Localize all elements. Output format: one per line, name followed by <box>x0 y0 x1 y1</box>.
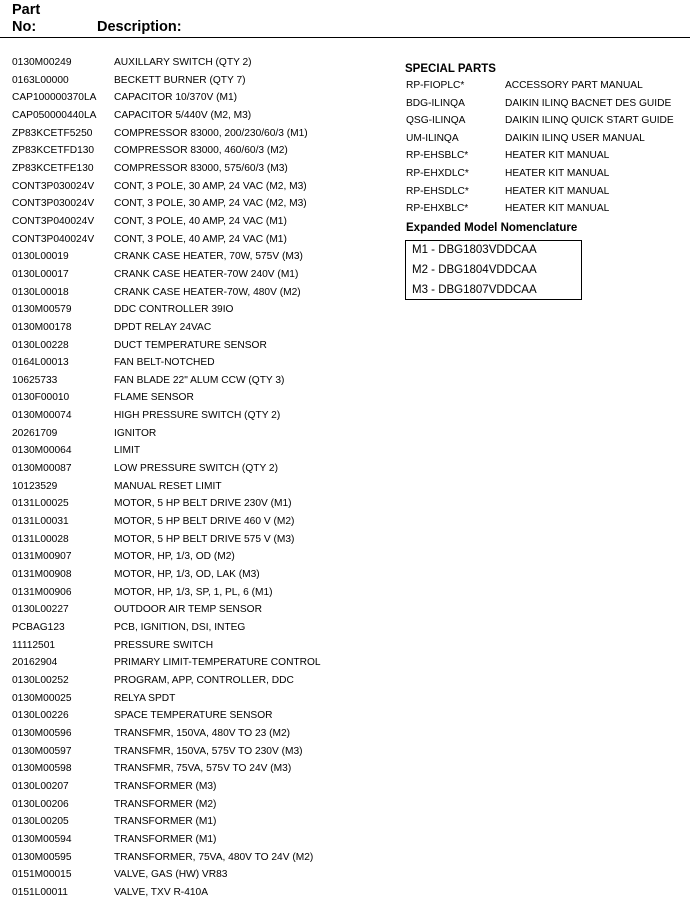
part-description: MOTOR, HP, 1/3, SP, 1, PL, 6 (M1) <box>114 586 273 598</box>
part-description: FAN BLADE 22" ALUM CCW (QTY 3) <box>114 374 285 386</box>
part-number: ZP83KCETFE130 <box>12 162 94 174</box>
table-row <box>0 213 400 231</box>
part-number: 0164L00013 <box>12 357 69 369</box>
part-number: 0130M00074 <box>12 410 72 422</box>
part-description: DUCT TEMPERATURE SENSOR <box>114 339 267 351</box>
part-description: TRANSFORMER (M1) <box>114 833 217 845</box>
parts-list <box>0 54 400 902</box>
part-label: Part <box>12 2 41 18</box>
table-row <box>0 284 400 302</box>
part-description: PCB, IGNITION, DSI, INTEG <box>114 622 246 633</box>
table-row <box>0 266 400 284</box>
table-row <box>0 125 400 143</box>
table-row <box>0 142 400 160</box>
header-divider <box>0 37 690 38</box>
part-number: 0130L00227 <box>12 604 69 616</box>
table-row <box>0 231 400 249</box>
part-description: HEATER KIT MANUAL <box>505 203 610 215</box>
part-number: 0130M00595 <box>12 851 72 863</box>
table-row <box>0 690 400 708</box>
part-description: MOTOR, HP, 1/3, OD (M2) <box>114 551 235 563</box>
part-description: HEATER KIT MANUAL <box>505 167 610 179</box>
part-number: 0130M00087 <box>12 463 72 475</box>
part-number: 0131M00908 <box>12 569 72 581</box>
table-row <box>0 195 400 213</box>
table-row <box>0 478 400 496</box>
part-description: CAPACITOR 5/440V (M2, M3) <box>114 109 252 121</box>
table-row <box>0 884 400 902</box>
table-row <box>0 337 400 355</box>
part-number: ZP83KCETFD130 <box>12 145 95 157</box>
part-number: RP-EHSBLC* <box>406 150 469 162</box>
table-row <box>0 743 400 761</box>
table-row <box>0 796 400 814</box>
part-number: 11112501 <box>12 639 56 651</box>
part-number: 0131M00906 <box>12 586 72 598</box>
part-number: 0130L00228 <box>12 339 69 351</box>
part-number: 10123529 <box>12 480 58 492</box>
table-row <box>0 107 400 125</box>
table-row <box>0 866 400 884</box>
part-description: TRANSFORMER (M1) <box>114 816 217 828</box>
part-description: OUTDOOR AIR TEMP SENSOR <box>114 604 262 616</box>
part-number: QSG-ILINQA <box>406 115 466 127</box>
part-number: UM-ILINQA <box>406 132 459 144</box>
part-description: DAIKIN ILINQ BACNET DES GUIDE <box>505 97 672 109</box>
part-description: TRANSFORMER (M2) <box>114 798 217 810</box>
part-description: HEATER KIT MANUAL <box>505 150 610 162</box>
table-row <box>405 183 690 201</box>
part-description: CONT, 3 POLE, 30 AMP, 24 VAC (M2, M3) <box>114 180 307 192</box>
model-m1: M1 - DBG1803VDDCAA <box>412 244 537 256</box>
part-description: LOW PRESSURE SWITCH (QTY 2) <box>114 463 278 475</box>
part-description: DAIKIN ILINQ USER MANUAL <box>505 132 645 144</box>
part-description: PRIMARY LIMIT-TEMPERATURE CONTROL <box>114 657 321 669</box>
table-row <box>0 548 400 566</box>
part-number: CONT3P030024V <box>12 180 95 192</box>
part-number: 20162904 <box>12 657 58 669</box>
part-description: IGNITOR <box>114 427 157 439</box>
table-row <box>405 77 690 95</box>
part-number: 0130L00019 <box>12 251 69 263</box>
part-description: COMPRESSOR 83000, 575/60/3 (M3) <box>114 162 288 174</box>
part-number: CONT3P040024V <box>12 233 95 245</box>
table-row <box>405 112 690 130</box>
table-row <box>405 147 690 165</box>
table-row <box>0 319 400 337</box>
special-parts-title: SPECIAL PARTS <box>405 63 496 75</box>
part-description: TRANSFORMER, 75VA, 480V TO 24V (M2) <box>114 851 314 863</box>
part-description: CRANK CASE HEATER, 70W, 575V (M3) <box>114 251 303 263</box>
table-row <box>0 178 400 196</box>
table-row <box>0 831 400 849</box>
part-description: VALVE, GAS (HW) VR83 <box>114 869 228 881</box>
part-description: HEATER KIT MANUAL <box>505 185 610 197</box>
part-number: CAP050000440LA <box>12 109 97 121</box>
part-description: DDC CONTROLLER 39IO <box>114 304 234 316</box>
part-number: 0131M00907 <box>12 551 72 563</box>
part-number: 0130L00017 <box>12 268 69 280</box>
part-number: RP-FIOPLC* <box>406 80 465 91</box>
part-number: 10625733 <box>12 374 58 386</box>
table-row <box>405 130 690 148</box>
part-description: DPDT RELAY 24VAC <box>114 321 212 333</box>
part-number: 0130L00207 <box>12 780 69 792</box>
table-row <box>0 584 400 602</box>
table-row <box>0 442 400 460</box>
part-description: DAIKIN ILINQ QUICK START GUIDE <box>505 115 674 127</box>
part-description: RELYA SPDT <box>114 692 176 704</box>
part-description: COMPRESSOR 83000, 200/230/60/3 (M1) <box>114 127 308 139</box>
part-description: TRANSFORMER (M3) <box>114 780 217 792</box>
table-row <box>405 95 690 113</box>
part-number: ZP83KCETF5250 <box>12 127 93 139</box>
part-number: 0131L00025 <box>12 498 69 510</box>
table-row <box>0 637 400 655</box>
table-row <box>0 725 400 743</box>
table-row <box>0 460 400 478</box>
expanded-model-box <box>405 240 582 300</box>
table-row <box>0 531 400 549</box>
part-number: 0151M00015 <box>12 869 72 881</box>
table-row <box>0 248 400 266</box>
part-description: CONT, 3 POLE, 30 AMP, 24 VAC (M2, M3) <box>114 198 307 210</box>
part-description: COMPRESSOR 83000, 460/60/3 (M2) <box>114 145 288 157</box>
part-number: 0130L00206 <box>12 798 69 810</box>
part-number: 20261709 <box>12 427 58 439</box>
table-row <box>0 407 400 425</box>
expanded-model-title: Expanded Model Nomenclature <box>406 222 578 234</box>
part-number: RP-EHSDLC* <box>406 185 469 197</box>
description-header: Description: <box>97 19 182 35</box>
table-row <box>0 566 400 584</box>
part-description: FLAME SENSOR <box>114 392 194 404</box>
table-row <box>0 760 400 778</box>
part-number: 0163L00000 <box>12 74 69 86</box>
table-row <box>0 513 400 531</box>
table-row <box>0 813 400 831</box>
part-description: AUXILLARY SWITCH (QTY 2) <box>114 57 252 68</box>
part-description: BECKETT BURNER (QTY 7) <box>114 74 246 86</box>
model-m3: M3 - DBG1807VDDCAA <box>412 284 537 296</box>
part-number: 0131L00028 <box>12 533 69 545</box>
part-number: RP-EHXDLC* <box>406 167 469 179</box>
part-description: TRANSFMR, 150VA, 575V TO 230V (M3) <box>114 745 303 757</box>
part-description: FAN BELT-NOTCHED <box>114 357 215 369</box>
part-number: 0130M00249 <box>12 57 72 68</box>
part-description: HIGH PRESSURE SWITCH (QTY 2) <box>114 410 281 422</box>
part-description: MANUAL RESET LIMIT <box>114 480 222 492</box>
part-number: BDG-ILINQA <box>406 97 465 109</box>
table-row <box>0 654 400 672</box>
table-row <box>0 707 400 725</box>
part-number: 0130L00252 <box>12 674 69 686</box>
table-row <box>0 389 400 407</box>
part-no-header <box>12 2 40 36</box>
part-number: 0151L00011 <box>12 886 68 898</box>
part-number: 0130L00226 <box>12 710 69 722</box>
part-description: MOTOR, HP, 1/3, OD, LAK (M3) <box>114 569 260 581</box>
table-row <box>0 601 400 619</box>
part-number: 0131L00031 <box>12 516 69 528</box>
part-description: PROGRAM, APP, CONTROLLER, DDC <box>114 674 294 686</box>
part-number: 0130M00596 <box>12 727 72 739</box>
table-row <box>0 301 400 319</box>
table-row <box>0 54 400 72</box>
part-description: CRANK CASE HEATER-70W 240V (M1) <box>114 268 299 280</box>
table-row <box>0 354 400 372</box>
part-description: ACCESSORY PART MANUAL <box>505 80 643 91</box>
special-parts-list <box>405 77 690 218</box>
part-description: CONT, 3 POLE, 40 AMP, 24 VAC (M1) <box>114 215 287 227</box>
table-row <box>0 425 400 443</box>
part-description: TRANSFMR, 150VA, 480V TO 23 (M2) <box>114 727 291 739</box>
part-description: MOTOR, 5 HP BELT DRIVE 460 V (M2) <box>114 516 295 528</box>
part-number: 0130F00010 <box>12 392 70 404</box>
table-row <box>0 372 400 390</box>
part-description: LIMIT <box>114 445 141 457</box>
part-number: 0130M00598 <box>12 763 72 775</box>
part-number: 0130L00205 <box>12 816 69 828</box>
table-row <box>405 200 690 218</box>
part-number: 0130M00579 <box>12 304 72 316</box>
part-description: SPACE TEMPERATURE SENSOR <box>114 710 273 722</box>
part-description: MOTOR, 5 HP BELT DRIVE 230V (M1) <box>114 498 292 510</box>
part-number: CONT3P030024V <box>12 198 95 210</box>
model-m2: M2 - DBG1804VDDCAA <box>412 264 537 276</box>
no-label: No: <box>12 19 37 35</box>
table-row <box>0 619 400 637</box>
part-number: CONT3P040024V <box>12 215 95 227</box>
table-row <box>0 495 400 513</box>
part-description: MOTOR, 5 HP BELT DRIVE 575 V (M3) <box>114 533 295 545</box>
table-row <box>0 672 400 690</box>
part-description: CAPACITOR 10/370V (M1) <box>114 92 238 104</box>
part-description: PRESSURE SWITCH <box>114 639 214 651</box>
part-number: PCBAG123 <box>12 622 65 633</box>
part-description: TRANSFMR, 75VA, 575V TO 24V (M3) <box>114 763 292 775</box>
part-number: 0130M00178 <box>12 321 72 333</box>
part-description: CONT, 3 POLE, 40 AMP, 24 VAC (M1) <box>114 233 287 245</box>
table-row <box>0 72 400 90</box>
part-description: CRANK CASE HEATER-70W, 480V (M2) <box>114 286 301 298</box>
table-row <box>0 778 400 796</box>
part-number: 0130M00025 <box>12 692 72 704</box>
part-number: 0130M00064 <box>12 445 72 457</box>
part-number: CAP100000370LA <box>12 92 97 104</box>
part-number: 0130M00597 <box>12 745 72 757</box>
part-description: VALVE, TXV R-410A <box>114 886 208 898</box>
table-row <box>0 160 400 178</box>
part-number: 0130M00594 <box>12 833 72 845</box>
part-number: RP-EHXBLC* <box>406 203 469 215</box>
part-number: 0130L00018 <box>12 286 69 298</box>
table-row <box>0 89 400 107</box>
table-row <box>0 849 400 867</box>
table-row <box>405 165 690 183</box>
